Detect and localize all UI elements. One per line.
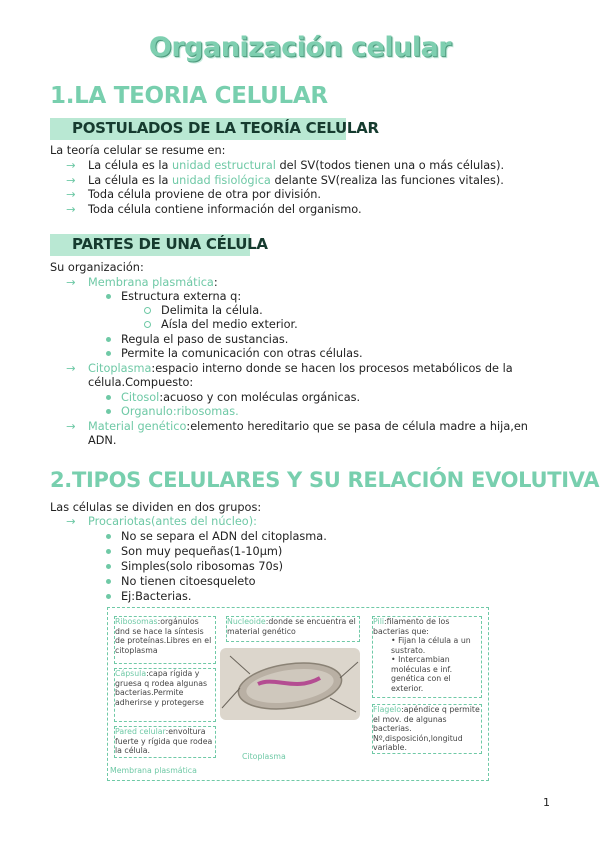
list-item-material: → Material genético:elemento hereditario que se pasa de célula madre a hija,en ADN. — [66, 420, 528, 447]
list-item: → Toda célula contiene información del organismo. — [66, 203, 362, 216]
subheading-postulados-text: POSTULADOS DE LA TEORÍA CELULAR — [72, 119, 379, 137]
list-item: Simples(solo ribosomas 70s) — [106, 560, 283, 574]
bullet-icon — [106, 351, 111, 356]
list-item: No se separa el ADN del citoplasma. — [106, 530, 327, 544]
list-item: Son muy pequeñas(1-10µm) — [106, 545, 282, 559]
arrow-icon: → — [66, 515, 76, 528]
bullet-icon — [106, 409, 111, 414]
arrow-icon: → — [66, 420, 76, 433]
label-pared: Pared celular:envoltura fuerte y rígida que rodea la célula. — [114, 726, 216, 758]
circle-bullet-icon — [144, 321, 151, 328]
label-flagelo: Flagelo:apéndice q permite el mov. de algunas bacterias. Nº,disposición,longitud variable. — [372, 704, 482, 754]
bullet-icon — [106, 395, 111, 400]
list-item: → La célula es la unidad fisiológica delante SV(realiza las funciones vitales). — [66, 174, 504, 187]
list-item: Ej:Bacterias. — [106, 590, 192, 604]
list-item: Aísla del medio exterior. — [144, 318, 298, 332]
arrow-icon: → — [66, 362, 76, 375]
list-item: Organulo:ribosomas. — [106, 405, 239, 419]
list-item: Citosol:acuoso y con moléculas orgánicas. — [106, 391, 360, 405]
arrow-icon: → — [66, 174, 76, 187]
list-item: Regula el paso de sustancias. — [106, 333, 288, 347]
list-item: Estructura externa q: — [106, 290, 241, 304]
label-capsula: Cápsula:capa rígida y gruesa q rodea algunas bacterias.Permite adherirse y protegerse — [114, 668, 216, 722]
bullet-icon — [106, 294, 111, 299]
arrow-icon: → — [66, 276, 76, 289]
intro-text: La teoría celular se resume en: — [50, 144, 226, 157]
bacteria-diagram — [107, 607, 489, 781]
label-ribosomas: Ribosomas:orgánulos dnd se hace la síntesis de proteínas.Libres en el citoplasma — [114, 616, 216, 664]
list-item: Permite la comunicación con otras células. — [106, 347, 363, 361]
bullet-icon — [106, 564, 111, 569]
list-item: → Toda célula proviene de otra por división. — [66, 188, 321, 201]
document-title: Organización celular — [148, 32, 452, 63]
label-membrana: Membrana plasmática — [110, 766, 197, 775]
section2-heading: 2.TIPOS CELULARES Y SU RELACIÓN EVOLUTIVA — [50, 468, 600, 492]
list-item-citoplasma: → Citoplasma:espacio interno donde se hacen los procesos metabólicos de la célula.Compuesto: — [66, 362, 513, 389]
subheading-partes-text: PARTES DE UNA CÉLULA — [72, 235, 268, 253]
section1-heading: 1.LA TEORIA CELULAR — [50, 83, 328, 109]
list-item: Delimita la célula. — [144, 304, 263, 318]
bullet-icon — [106, 337, 111, 342]
circle-bullet-icon — [144, 307, 151, 314]
label-nucleoide: Nucleoide:donde se encuentra el material genético — [226, 616, 360, 642]
bullet-icon — [106, 579, 111, 584]
bacteria-illustration — [220, 648, 360, 720]
list-item: No tienen citoesqueleto — [106, 575, 256, 589]
arrow-icon: → — [66, 159, 76, 172]
bacteria-icon — [220, 648, 360, 720]
list-item: → La célula es la unidad estructural del SV(todos tienen una o más células). — [66, 159, 505, 172]
bullet-icon — [106, 594, 111, 599]
arrow-icon: → — [66, 188, 76, 201]
bullet-icon — [106, 549, 111, 554]
arrow-icon: → — [66, 203, 76, 216]
label-pili: Pili:filamento de los bacterias que: • Fijan la célula a un sustrato. • Intercambian moléculas e inf. genética con el exterior. — [372, 616, 482, 698]
page-number: 1 — [543, 796, 550, 809]
organizacion-text: Su organización: — [50, 261, 144, 274]
list-item-procariotas: → Procariotas(antes del núcleo): — [66, 515, 257, 528]
label-citoplasma: Citoplasma — [242, 752, 286, 761]
bullet-icon — [106, 534, 111, 539]
list-item-membrana: → Membrana plasmática: — [66, 276, 218, 289]
section2-intro: Las células se dividen en dos grupos: — [50, 501, 262, 514]
